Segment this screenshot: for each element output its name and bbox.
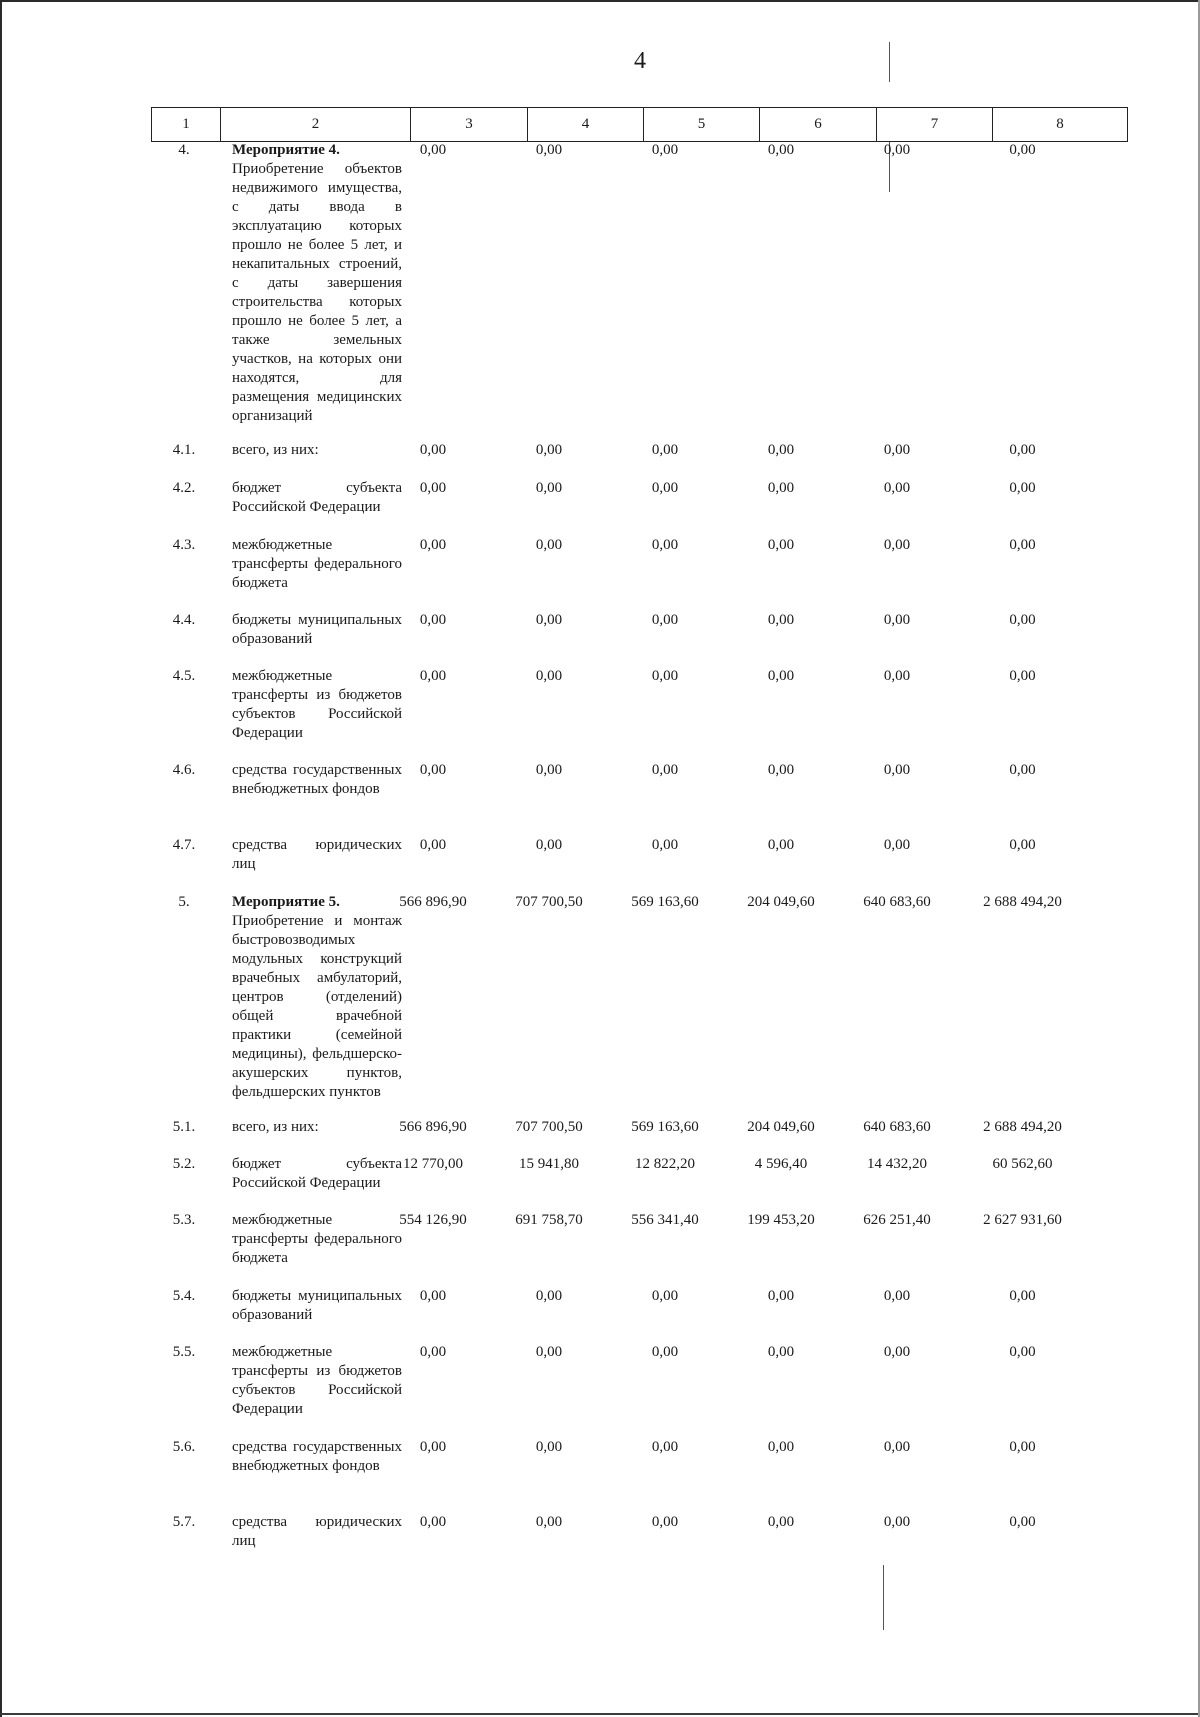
row-value-col-5: 0,00: [651, 1514, 679, 1530]
row-value-col-5: 556 341,40: [631, 1212, 699, 1228]
row-value-col-4: 0,00: [535, 837, 563, 853]
row-value-col-3: 0,00: [419, 480, 447, 496]
row-value-col-3: 0,00: [419, 1288, 447, 1304]
row-value-col-6: 0,00: [767, 142, 795, 158]
scan-artifact-line: [883, 1565, 884, 1630]
row-value-col-4: 0,00: [535, 612, 563, 628]
row-value-col-7: 640 683,60: [863, 1119, 931, 1135]
row-value-col-4: 0,00: [535, 480, 563, 496]
row-description: средства государственных внебюджетных фондов: [232, 1439, 402, 1474]
row-value-col-8: 0,00: [1009, 612, 1036, 628]
row-value-col-6: 0,00: [767, 480, 795, 496]
row-title: Мероприятие 4.: [232, 142, 340, 158]
row-value-col-4: 0,00: [535, 1344, 563, 1360]
row-value-col-4: 0,00: [535, 442, 563, 458]
header-col-8: 8: [993, 108, 1128, 142]
row-value-col-4: 707 700,50: [515, 1119, 583, 1135]
row-value-col-5: 0,00: [651, 1439, 679, 1455]
row-value-col-3: 0,00: [419, 142, 447, 158]
row-value-col-7: 14 432,20: [867, 1156, 927, 1172]
row-value-col-4: 0,00: [535, 1514, 563, 1530]
row-description: бюджеты муниципальных образований: [232, 1288, 402, 1323]
row-description: всего, из них:: [232, 1119, 319, 1135]
row-number: 4.3.: [172, 537, 196, 553]
row-value-col-8: 0,00: [1009, 537, 1036, 553]
header-col-5: 5: [644, 108, 760, 142]
row-description: межбюджетные трансферты из бюджетов субъектов Российской Федерации: [232, 668, 402, 741]
row-description: средства юридических лиц: [232, 837, 402, 872]
row-value-col-7: 0,00: [883, 142, 911, 158]
row-text: Приобретение и монтаж быстровозводимых модульных конструкций врачебных амбулаторий, центров (отделений) общей врачебной практики (семейной медицины), фельдшерско-акушерских пунктов, фельдшерских пунктов: [232, 913, 402, 1100]
row-value-col-4: 0,00: [535, 142, 563, 158]
row-value-col-5: 569 163,60: [631, 894, 699, 910]
header-col-6: 6: [760, 108, 877, 142]
row-value-col-8: 0,00: [1009, 668, 1036, 684]
row-number: 5.6.: [172, 1439, 196, 1455]
row-number: 5.7.: [172, 1514, 196, 1530]
header-col-7: 7: [877, 108, 993, 142]
scan-edge-top: [0, 0, 1200, 2]
row-value-col-6: 0,00: [767, 612, 795, 628]
row-value-col-8: 0,00: [1009, 1288, 1036, 1304]
row-value-col-3: 0,00: [419, 442, 447, 458]
row-value-col-7: 626 251,40: [863, 1212, 931, 1228]
row-number: 4.1.: [172, 442, 196, 458]
scan-edge-left: [0, 0, 2, 1717]
row-value-col-6: 0,00: [767, 1288, 795, 1304]
row-description: [232, 141, 402, 426]
row-value-col-5: 569 163,60: [631, 1119, 699, 1135]
row-value-col-3: 0,00: [419, 612, 447, 628]
row-value-col-8: 60 562,60: [992, 1156, 1053, 1172]
row-value-col-4: 0,00: [535, 537, 563, 553]
row-value-col-6: 0,00: [767, 762, 795, 778]
row-number: 4.5.: [172, 668, 196, 684]
row-value-col-7: 0,00: [883, 1439, 911, 1455]
row-description: средства юридических лиц: [232, 1514, 402, 1549]
row-value-col-4: 0,00: [535, 668, 563, 684]
row-value-col-8: 2 688 494,20: [983, 894, 1062, 910]
row-number: 4.4.: [172, 612, 196, 628]
row-value-col-7: 0,00: [883, 537, 911, 553]
table-header: [151, 107, 1128, 142]
row-value-col-5: 12 822,20: [635, 1156, 695, 1172]
row-number: 5.: [178, 894, 190, 910]
row-value-col-3: 0,00: [419, 1439, 447, 1455]
row-number: 5.2.: [172, 1156, 196, 1172]
row-value-col-7: 0,00: [883, 1344, 911, 1360]
row-value-col-7: 0,00: [883, 1288, 911, 1304]
row-value-col-5: 0,00: [651, 762, 679, 778]
row-title: Мероприятие 5.: [232, 894, 340, 910]
row-value-col-5: 0,00: [651, 537, 679, 553]
row-value-col-8: 0,00: [1009, 1344, 1036, 1360]
row-value-col-3: 0,00: [419, 1514, 447, 1530]
row-description: [232, 893, 402, 1102]
row-description: межбюджетные трансферты федерального бюджета: [232, 537, 402, 591]
row-value-col-3: 0,00: [419, 762, 447, 778]
row-value-col-3: 566 896,90: [399, 1119, 467, 1135]
row-description: межбюджетные трансферты из бюджетов субъектов Российской Федерации: [232, 1344, 402, 1417]
row-number: 5.5.: [172, 1344, 196, 1360]
row-value-col-5: 0,00: [651, 142, 679, 158]
row-description: всего, из них:: [232, 442, 319, 458]
row-value-col-5: 0,00: [651, 668, 679, 684]
row-number: 4.: [178, 142, 190, 158]
row-value-col-8: 0,00: [1009, 442, 1036, 458]
row-value-col-6: 199 453,20: [747, 1212, 815, 1228]
row-value-col-6: 204 049,60: [747, 1119, 815, 1135]
row-value-col-6: 0,00: [767, 668, 795, 684]
row-value-col-3: 12 770,00: [403, 1156, 463, 1172]
row-text: Приобретение объектов недвижимого имущества, с даты ввода в эксплуатацию которых прошло не более 5 лет, и некапитальных строений, с даты завершения строительства которых прошло не более 5 лет, а также земельных участков, на которых они находятся, для размещения медицинских организаций: [232, 161, 402, 424]
header-row: [152, 108, 1128, 142]
row-value-col-7: 0,00: [883, 762, 911, 778]
row-number: 5.1.: [172, 1119, 196, 1135]
row-value-col-3: 0,00: [419, 537, 447, 553]
row-value-col-6: 0,00: [767, 837, 795, 853]
row-value-col-5: 0,00: [651, 1344, 679, 1360]
header-col-3: 3: [411, 108, 528, 142]
row-value-col-8: 0,00: [1009, 762, 1036, 778]
row-value-col-5: 0,00: [651, 442, 679, 458]
row-value-col-4: 707 700,50: [515, 894, 583, 910]
row-value-col-5: 0,00: [651, 480, 679, 496]
row-value-col-3: 554 126,90: [399, 1212, 467, 1228]
row-value-col-6: 0,00: [767, 1439, 795, 1455]
row-description: бюджет субъекта Российской Федерации: [232, 1156, 402, 1191]
row-value-col-5: 0,00: [651, 1288, 679, 1304]
row-value-col-6: 4 596,40: [754, 1156, 808, 1172]
row-value-col-8: 0,00: [1009, 480, 1036, 496]
row-description: бюджеты муниципальных образований: [232, 612, 402, 647]
row-value-col-5: 0,00: [651, 612, 679, 628]
row-value-col-7: 640 683,60: [863, 894, 931, 910]
row-value-col-7: 0,00: [883, 480, 911, 496]
scan-edge-bottom: [0, 1713, 1200, 1715]
scan-artifact-line: [889, 42, 890, 82]
row-value-col-6: 0,00: [767, 442, 795, 458]
row-value-col-3: 0,00: [419, 1344, 447, 1360]
row-value-col-3: 0,00: [419, 668, 447, 684]
row-number: 5.3.: [172, 1212, 196, 1228]
row-value-col-6: 0,00: [767, 537, 795, 553]
row-value-col-5: 0,00: [651, 837, 679, 853]
header-col-4: 4: [528, 108, 644, 142]
row-number: 4.6.: [172, 762, 196, 778]
row-value-col-4: 0,00: [535, 1439, 563, 1455]
row-value-col-6: 0,00: [767, 1344, 795, 1360]
row-value-col-8: 2 688 494,20: [983, 1119, 1062, 1135]
row-value-col-6: 204 049,60: [747, 894, 815, 910]
row-value-col-7: 0,00: [883, 668, 911, 684]
row-value-col-4: 15 941,80: [519, 1156, 579, 1172]
row-value-col-7: 0,00: [883, 442, 911, 458]
page-number: 4: [634, 48, 646, 74]
row-value-col-7: 0,00: [883, 612, 911, 628]
row-value-col-4: 691 758,70: [515, 1212, 583, 1228]
row-value-col-4: 0,00: [535, 762, 563, 778]
row-value-col-7: 0,00: [883, 1514, 911, 1530]
row-value-col-7: 0,00: [883, 837, 911, 853]
row-number: 4.7.: [172, 837, 196, 853]
row-description: межбюджетные трансферты федерального бюджета: [232, 1212, 402, 1266]
row-value-col-8: 0,00: [1009, 1439, 1036, 1455]
header-col-2: 2: [221, 108, 411, 142]
row-description: средства государственных внебюджетных фондов: [232, 762, 402, 797]
header-col-1: 1: [152, 108, 221, 142]
row-value-col-8: 0,00: [1009, 837, 1036, 853]
row-value-col-3: 566 896,90: [399, 894, 467, 910]
row-value-col-8: 0,00: [1009, 142, 1036, 158]
row-value-col-4: 0,00: [535, 1288, 563, 1304]
row-number: 4.2.: [172, 480, 196, 496]
row-number: 5.4.: [172, 1288, 196, 1304]
row-value-col-8: 2 627 931,60: [983, 1212, 1062, 1228]
row-value-col-3: 0,00: [419, 837, 447, 853]
row-description: бюджет субъекта Российской Федерации: [232, 480, 402, 515]
row-value-col-6: 0,00: [767, 1514, 795, 1530]
row-value-col-8: 0,00: [1009, 1514, 1036, 1530]
